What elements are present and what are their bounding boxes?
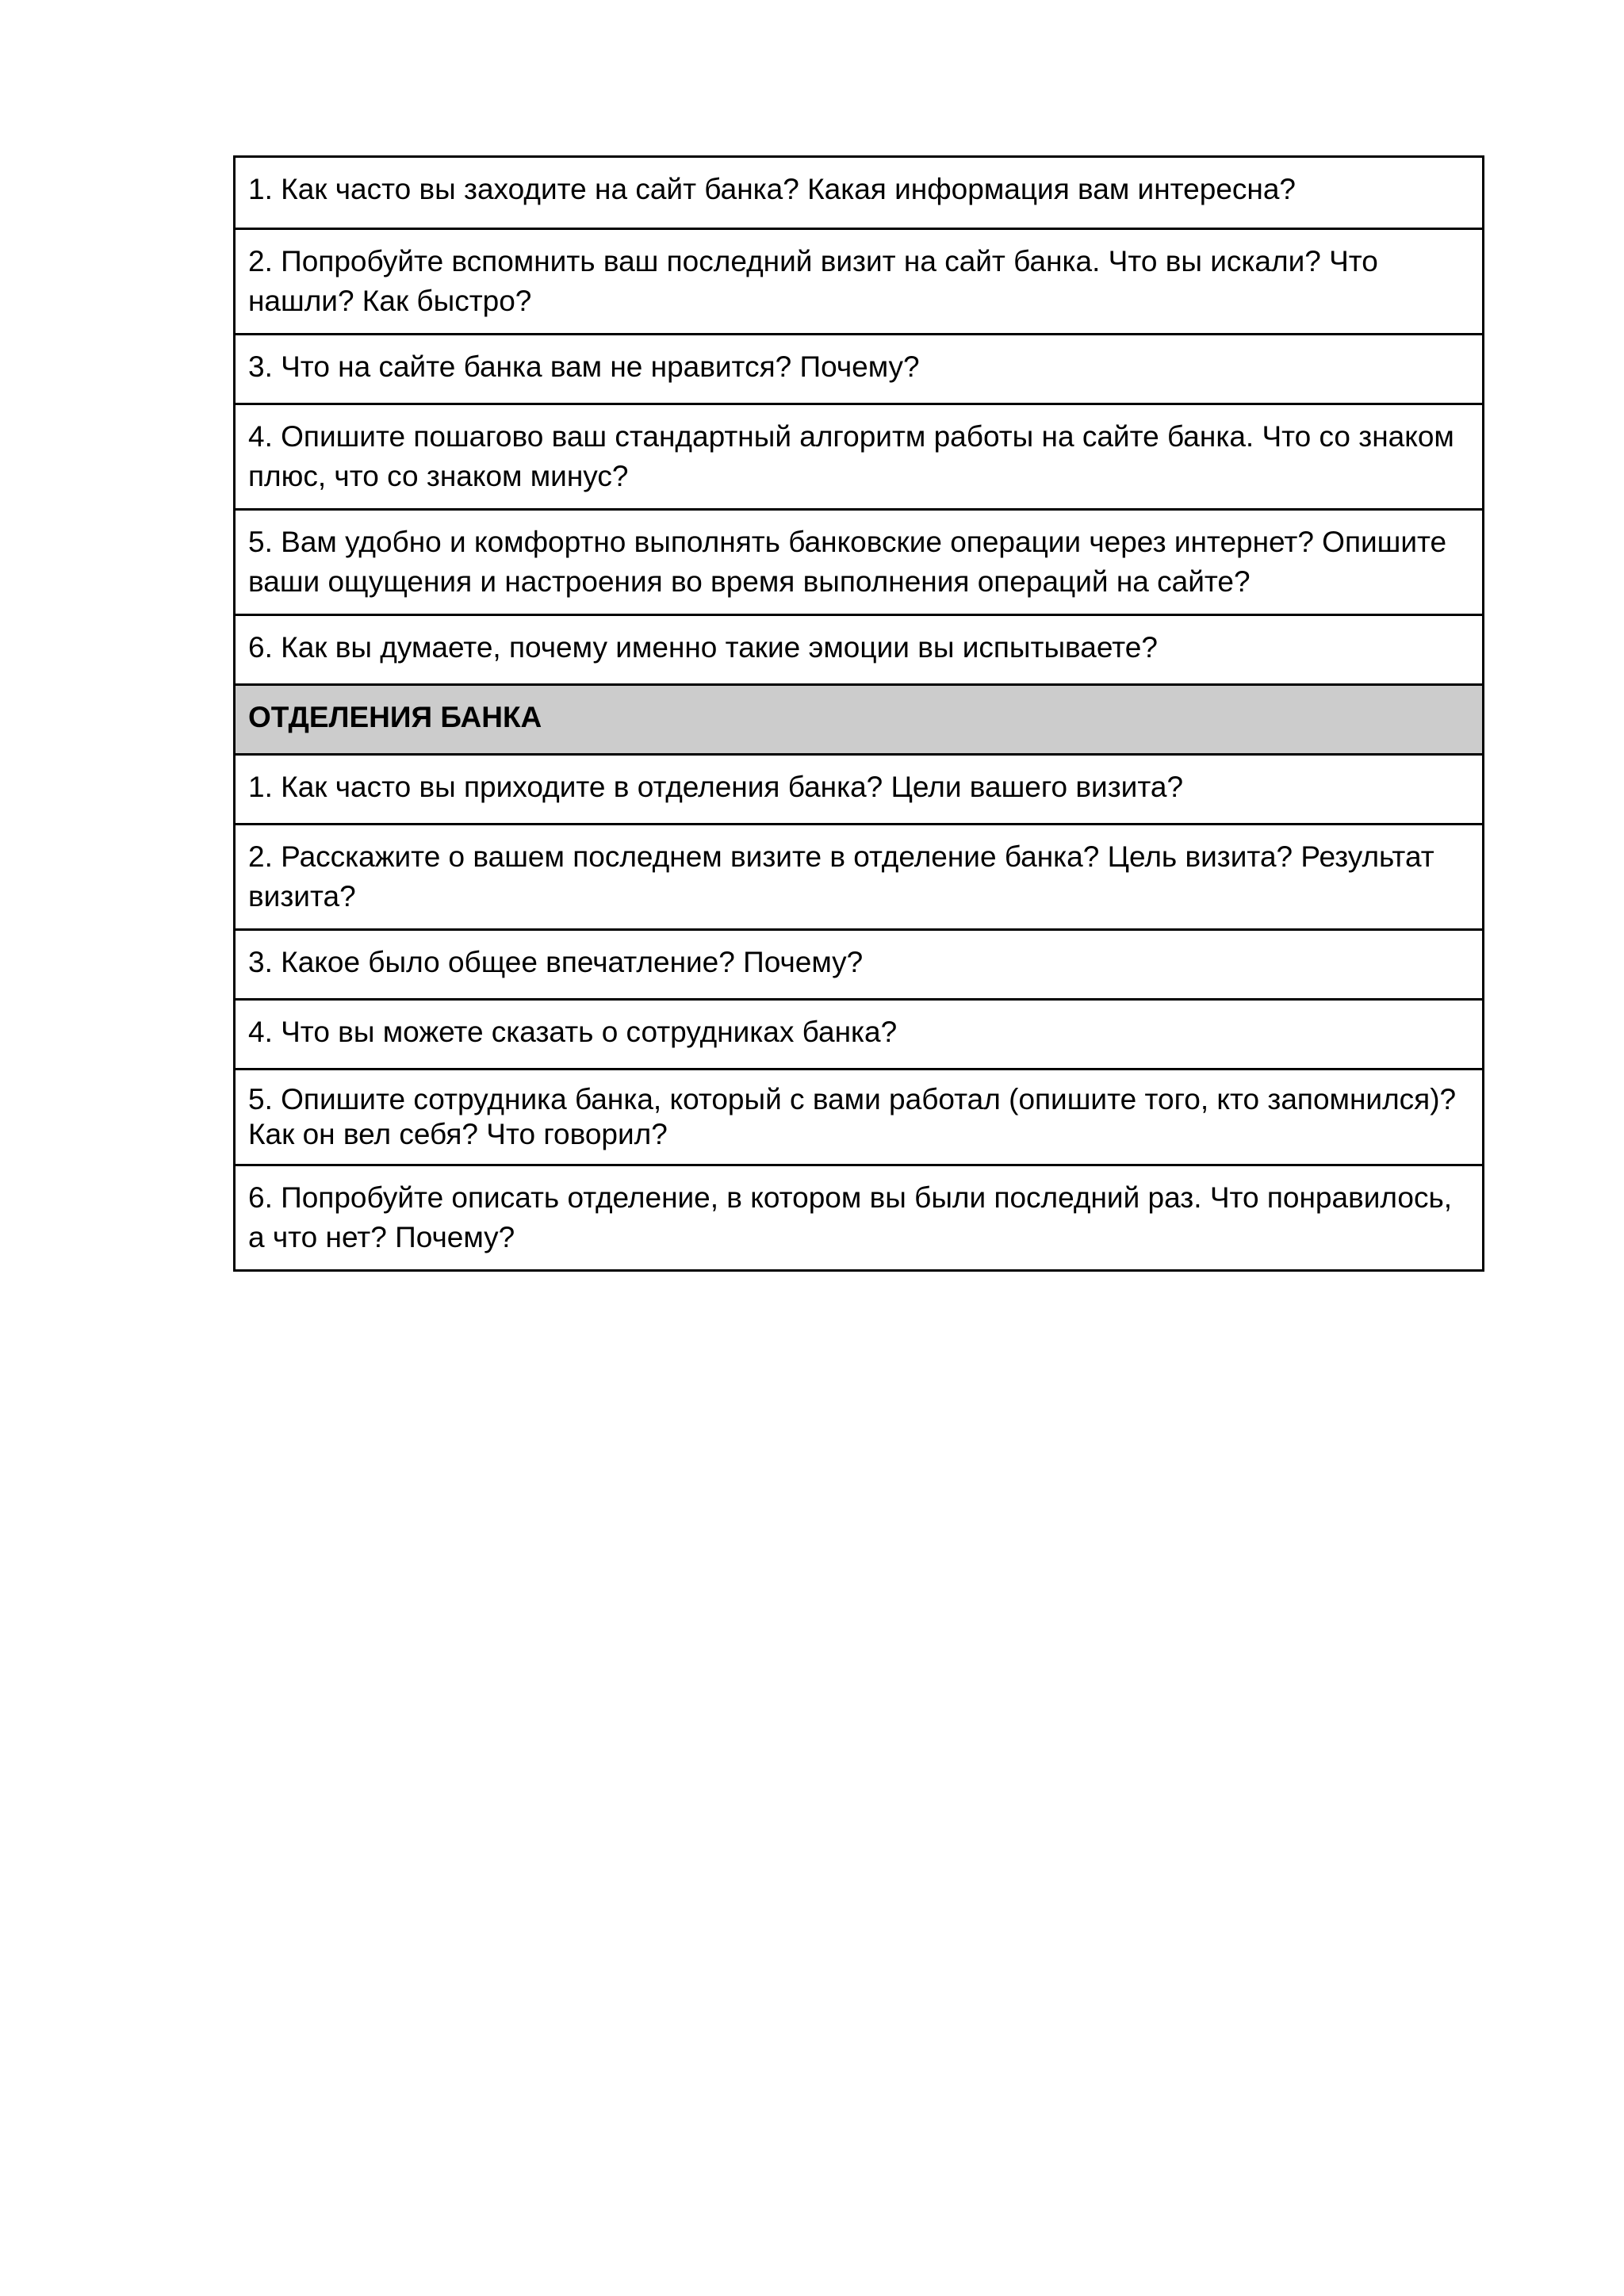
table-row: 4. Что вы можете сказать о сотрудниках банка? xyxy=(236,998,1482,1068)
table-row: 3. Какое было общее впечатление? Почему? xyxy=(236,928,1482,998)
table-row: 5. Опишите сотрудника банка, который с вами работал (опишите того, кто запомнился)? Как он вел себя? Что говорил? xyxy=(236,1068,1482,1164)
table-row: 2. Расскажите о вашем последнем визите в отделение банка? Цель визита? Результат визита? xyxy=(236,823,1482,928)
table-row: 5. Вам удобно и комфортно выполнять банковские операции через интернет? Опишите ваши ощущения и настроения во время выполнения операций на сайте? xyxy=(236,508,1482,614)
questionnaire-table xyxy=(233,155,1484,1272)
table-row: 6. Попробуйте описать отделение, в котором вы были последний раз. Что понравилось, а что нет? Почему? xyxy=(236,1164,1482,1269)
table-row: 6. Как вы думаете, почему именно такие эмоции вы испытываете? xyxy=(236,614,1482,683)
table-row: 1. Как часто вы приходите в отделения банка? Цели вашего визита? xyxy=(236,753,1482,823)
section-header: ОТДЕЛЕНИЯ БАНКА xyxy=(236,683,1482,753)
table-row: 4. Опишите пошагово ваш стандартный алгоритм работы на сайте банка. Что со знаком плюс, что со знаком минус? xyxy=(236,403,1482,508)
table-row: 3. Что на сайте банка вам не нравится? Почему? xyxy=(236,333,1482,403)
table-row: 1. Как часто вы заходите на сайт банка? Какая информация вам интересна? xyxy=(248,173,1296,205)
table-row: 2. Попробуйте вспомнить ваш последний визит на сайт банка. Что вы искали? Что нашли? Как быстро? xyxy=(236,228,1482,333)
